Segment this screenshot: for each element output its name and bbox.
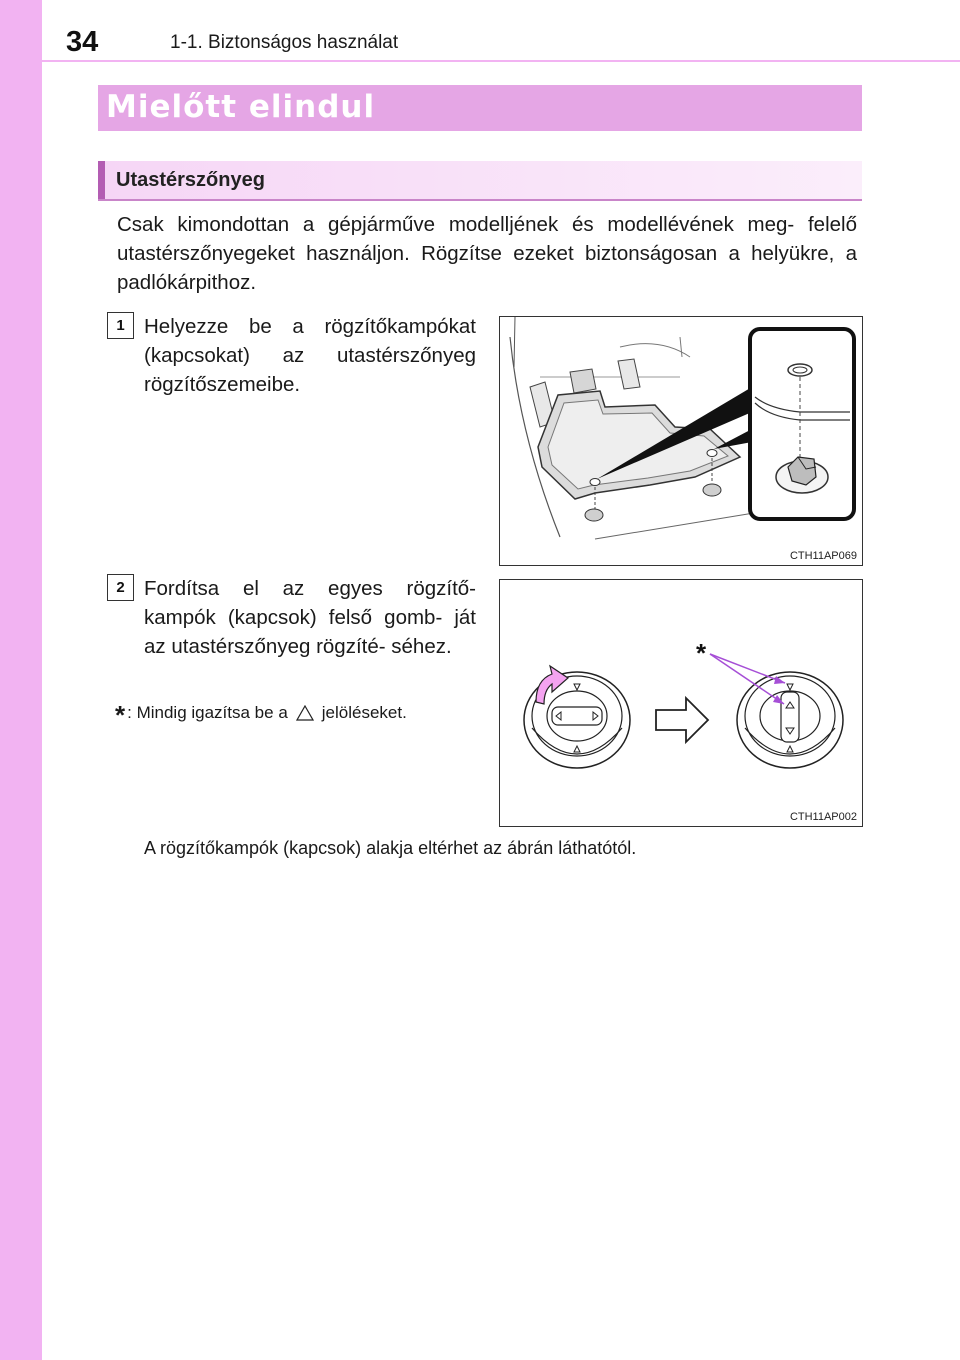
footnote: [115, 700, 407, 731]
figure-2-code: CTH11AP002: [789, 811, 857, 823]
side-strip: [0, 0, 42, 1360]
figure-1-code: CTH11AP069: [789, 550, 857, 562]
footnote-text-after: jelöléseket.: [321, 703, 407, 722]
note-text: A rögzítőkampók (kapcsok) alakja eltérhet az ábrán láthatótól.: [144, 838, 637, 858]
section-title: Mielőtt elindul: [106, 89, 376, 125]
section-banner: [98, 85, 862, 131]
chapter-title: 1-1. Biztonságos használat: [170, 32, 399, 53]
footnote-text-before: : Mindig igazítsa be a: [127, 703, 288, 722]
triangle-outline-icon: [296, 705, 314, 721]
subsection-title: Utastérszőnyeg: [116, 169, 265, 191]
arrow-right-outline-icon: [656, 698, 708, 742]
step-2-badge: 2: [107, 574, 134, 601]
figure-hook-rotation: [499, 579, 863, 827]
hook-rotation-illustration: [500, 580, 862, 826]
step-2-text: Fordítsa el az egyes rögzítő- kampók (kapcsok) felső gomb- ját az utastérszőnyeg rögzíté- séhez.: [144, 577, 476, 658]
figure-2-marker: *: [696, 638, 707, 668]
step-1-text: Helyezze be a rögzítőkampókat (kapcsokat) az utastérszőnyeg rögzítőszemeibe.: [144, 315, 476, 396]
header-rule: [42, 60, 960, 62]
page-number: 34: [66, 26, 99, 58]
intro-paragraph: Csak kimondottan a gépjárműve modelljének és modellévének meg- felelő utastérszőnyegeket használjon. Rögzítse ezeket biztonságosan a helyükre, a padlókárpithoz.: [117, 213, 857, 294]
step-1-badge: 1: [107, 312, 134, 339]
subsection-banner: [98, 161, 862, 201]
floor-mat-illustration: [500, 317, 862, 565]
figure-floor-mat: [499, 316, 863, 566]
footnote-marker: *: [115, 700, 126, 730]
